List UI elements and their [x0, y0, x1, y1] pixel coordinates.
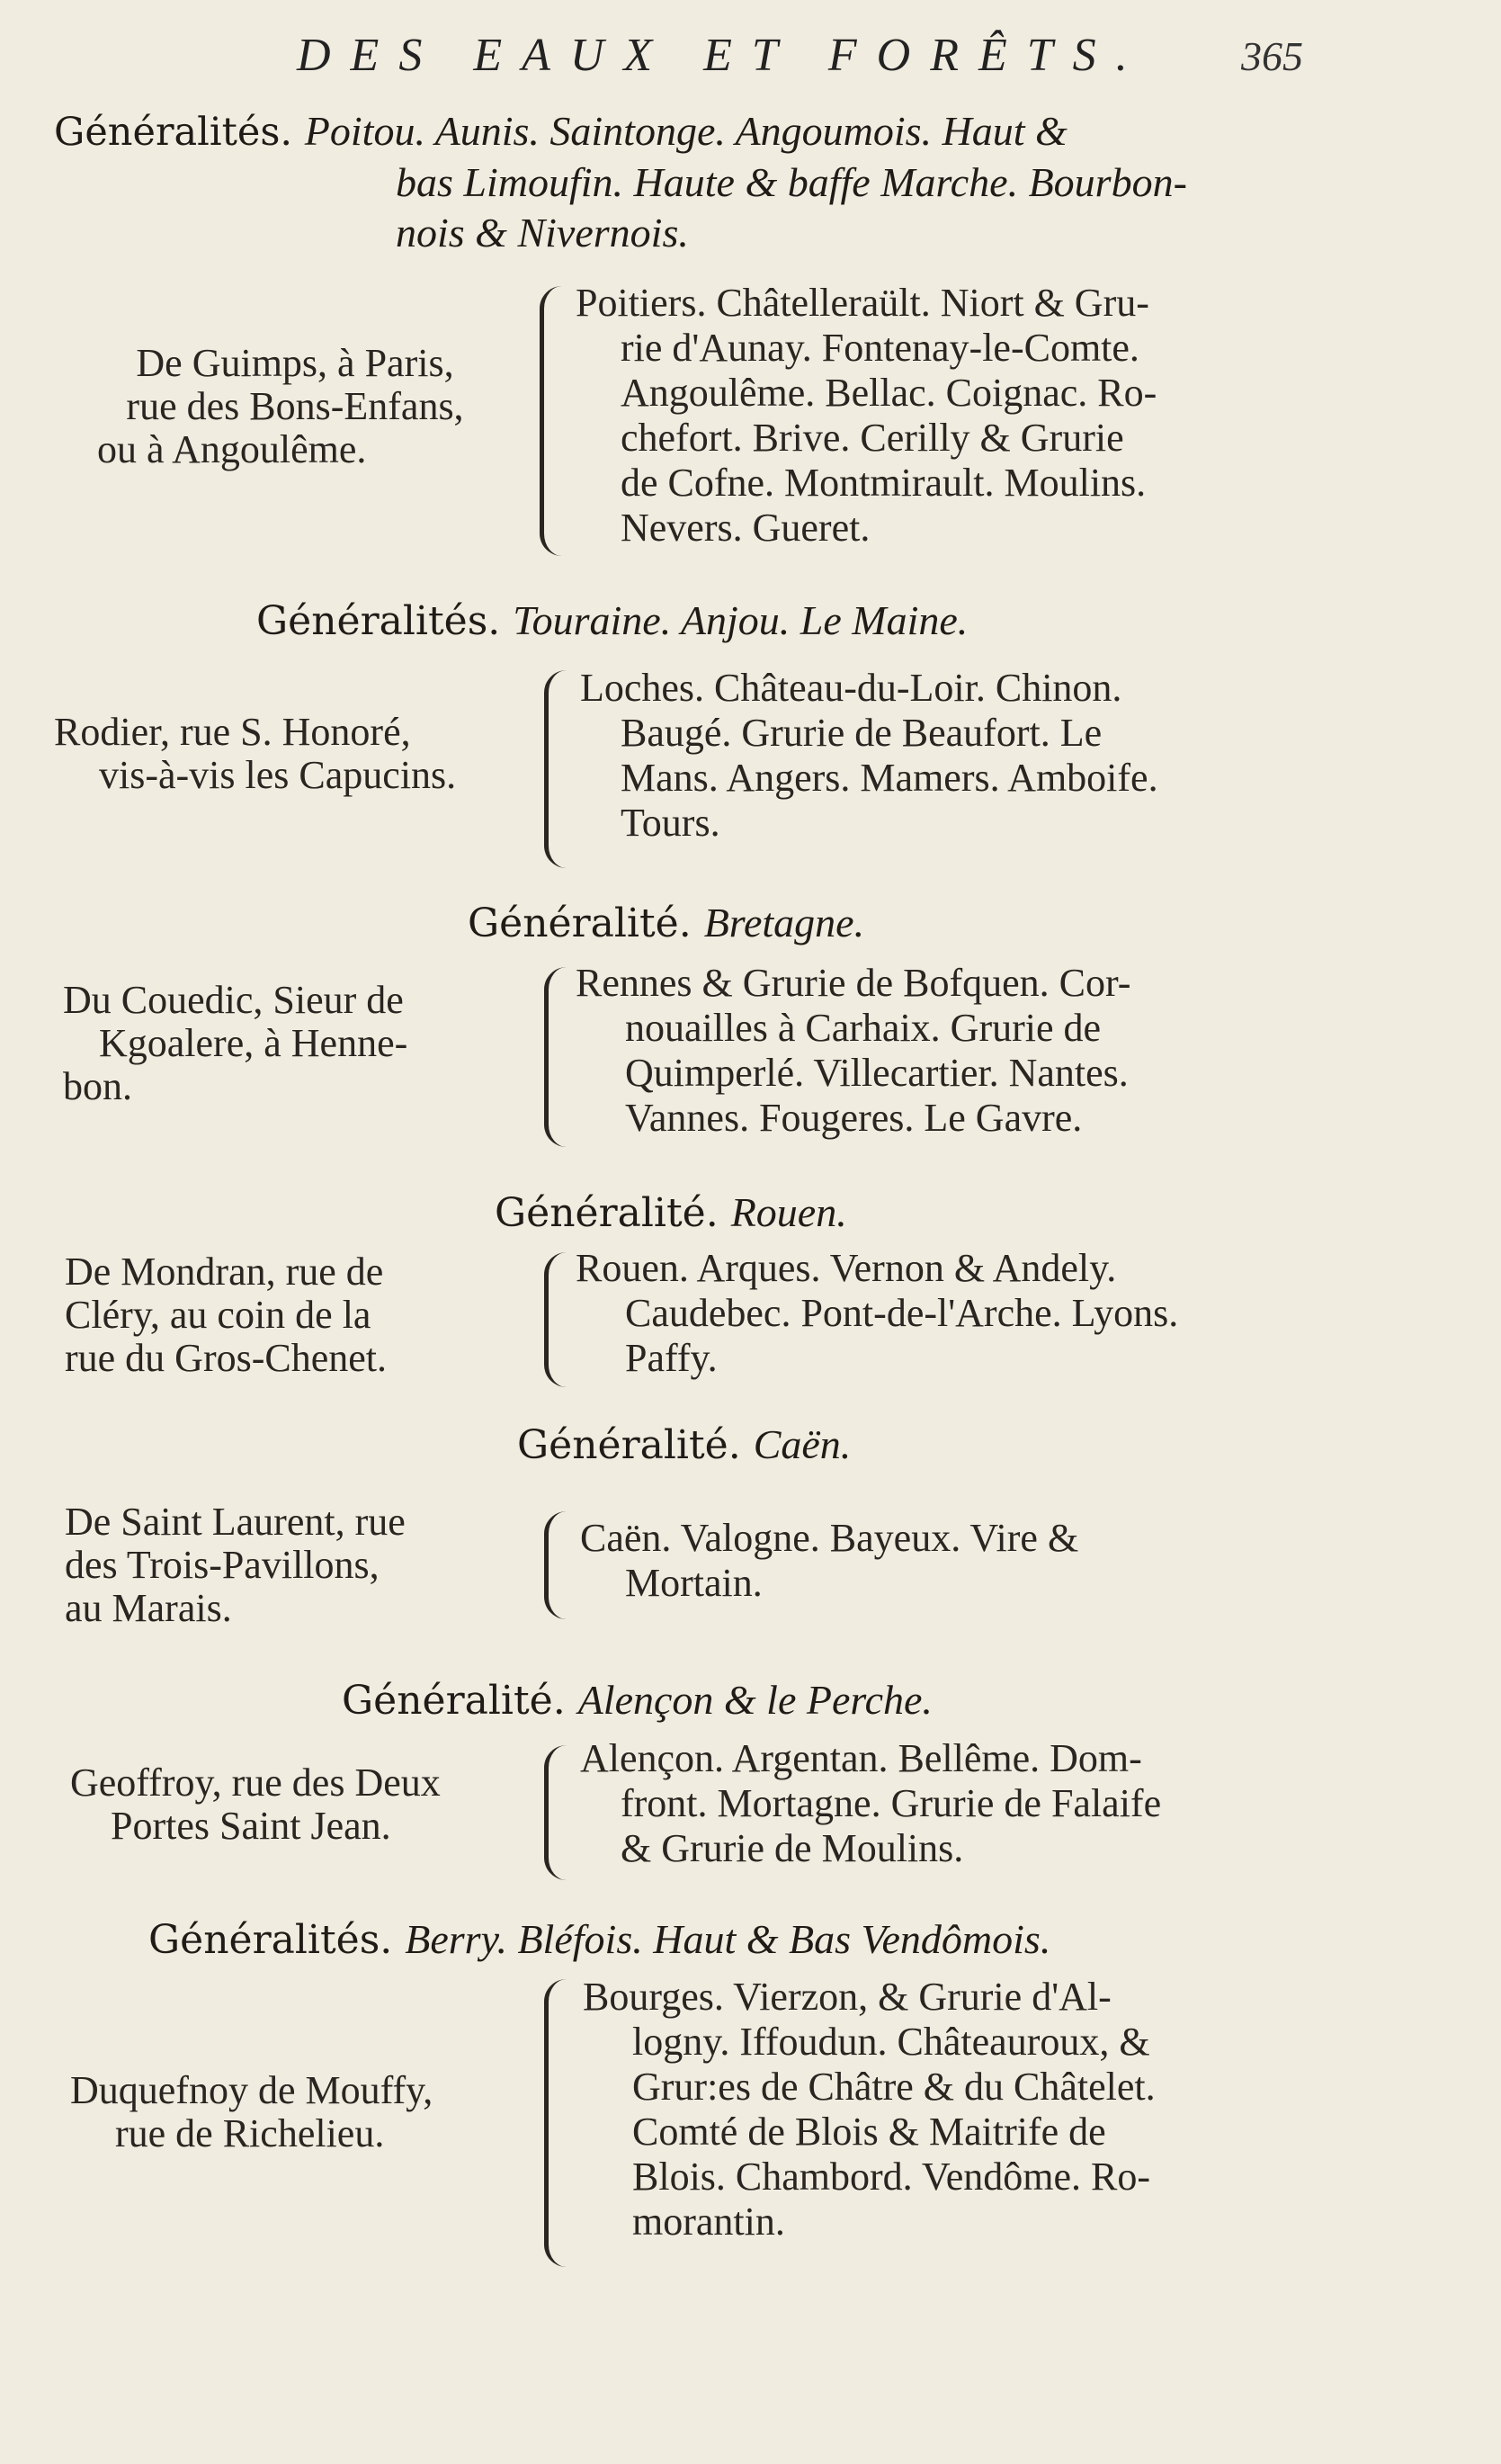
place-line: Baugé. Grurie de Beaufort. Le: [621, 711, 1103, 755]
official-name: [52, 342, 538, 471]
generality-regions: Berry. Bléfois. Haut & Bas Vendômois.: [405, 1916, 1051, 1962]
generality-heading: [342, 1675, 933, 1726]
official-name: [63, 979, 549, 1108]
places-list: [580, 666, 1336, 846]
place-line: Quimperlé. Villecartier. Nantes.: [625, 1051, 1129, 1095]
place-line: Bourges. Vierzon, & Grurie d'Al-: [583, 1975, 1112, 2019]
places-list: [580, 1736, 1345, 1871]
official-line: De Saint Laurent, rue: [65, 1500, 406, 1544]
generality-regions: Rouen.: [730, 1189, 847, 1235]
place-line: Caën. Valogne. Bayeux. Vire &: [580, 1516, 1079, 1560]
generality-regions: Alençon & le Perche.: [577, 1677, 933, 1723]
generality-heading: [468, 898, 864, 949]
running-title: DES EAUX ET FORÊTS.: [297, 30, 1148, 81]
generality-heading: [495, 1187, 847, 1239]
official-name: [65, 1250, 550, 1380]
place-line: chefort. Brive. Cerilly & Grurie: [621, 416, 1124, 460]
generality-label: Généralité.: [468, 900, 692, 946]
generality-label: Généralité.: [517, 1422, 741, 1468]
place-line: Mans. Angers. Mamers. Amboife.: [621, 756, 1158, 800]
official-line: Kgoalere, à Henne-: [99, 1021, 408, 1065]
official-line: Cléry, au coin de la: [65, 1293, 371, 1337]
generality-heading: [517, 1420, 851, 1471]
generality-regions: nois & Nivernois.: [396, 210, 689, 255]
first-generality-line: [54, 106, 1349, 258]
official-line: Duquefnoy de Mouffy,: [70, 2068, 433, 2112]
place-line: Alençon. Argentan. Bellême. Dom-: [580, 1736, 1142, 1780]
place-line: Tours.: [621, 801, 720, 845]
place-line: de Cofne. Montmirault. Moulins.: [621, 461, 1147, 505]
official-line: bon.: [63, 1064, 132, 1108]
brace-divider: [544, 967, 567, 1147]
place-line: Nevers. Gueret.: [621, 506, 871, 550]
official-name: [65, 1501, 550, 1630]
generality-regions: Bretagne.: [703, 900, 865, 945]
generality-regions: Touraine. Anjou. Le Maine.: [513, 597, 969, 643]
official-line: Portes Saint Jean.: [111, 1804, 391, 1848]
official-name: [54, 711, 540, 797]
official-line: De Guimps, à Paris,: [136, 341, 454, 385]
generality-label: Généralité.: [495, 1190, 719, 1236]
page-number: 365: [1241, 33, 1303, 79]
official-line: Rodier, rue S. Honoré,: [54, 710, 411, 754]
place-line: Grur:es de Châtre & du Châtelet.: [632, 2065, 1156, 2109]
official-line: rue des Bons-Enfans,: [126, 384, 464, 428]
place-line: nouailles à Carhaix. Grurie de: [625, 1006, 1102, 1050]
official-line: vis-à-vis les Capucins.: [99, 753, 457, 797]
generality-regions: bas Limoufin. Haute & baffe Marche. Bourbon-: [396, 159, 1187, 205]
brace-divider: [544, 1979, 567, 2267]
places-list: [583, 1975, 1347, 2244]
official-line: Du Couedic, Sieur de: [63, 978, 404, 1022]
official-line: au Marais.: [65, 1586, 232, 1630]
brace-divider: [544, 670, 567, 868]
place-line: rie d'Aunay. Fontenay-le-Comte.: [621, 326, 1139, 370]
place-line: Caudebec. Pont-de-l'Arche. Lyons.: [625, 1291, 1179, 1335]
official-line: Geoffroy, rue des Deux: [70, 1761, 441, 1805]
official-name: [70, 1761, 556, 1848]
places-list: [576, 1246, 1340, 1381]
places-list: [576, 281, 1331, 551]
generality-heading: [148, 1914, 1050, 1966]
place-line: Vannes. Fougeres. Le Gavre.: [625, 1096, 1083, 1140]
brace-divider: [544, 1252, 567, 1387]
generality-heading: [256, 596, 968, 647]
place-line: Angoulême. Bellac. Coignac. Ro-: [621, 371, 1157, 415]
place-line: Comté de Blois & Maitrife de: [632, 2110, 1106, 2154]
generality-regions: Poitou. Aunis. Saintonge. Angoumois. Haut &: [304, 108, 1068, 154]
place-line: & Grurie de Moulins.: [621, 1826, 964, 1870]
generality-label: Généralités.: [54, 110, 293, 155]
official-line: rue du Gros-Chenet.: [65, 1336, 388, 1380]
official-line: ou à Angoulême.: [97, 427, 367, 471]
official-name: [70, 2069, 556, 2155]
official-line: De Mondran, rue de: [65, 1250, 384, 1294]
places-list: [580, 1516, 1345, 1606]
running-header: [0, 29, 1501, 92]
place-line: Paffy.: [625, 1336, 718, 1380]
place-line: logny. Iffoudun. Châteauroux, &: [632, 2020, 1150, 2064]
place-line: Poitiers. Châtelleraült. Niort & Gru-: [576, 281, 1149, 325]
place-line: Loches. Château-du-Loir. Chinon.: [580, 666, 1122, 710]
brace-divider: [544, 1511, 567, 1619]
place-line: Blois. Chambord. Vendôme. Ro-: [632, 2155, 1151, 2199]
official-line: des Trois-Pavillons,: [65, 1543, 380, 1587]
place-line: Mortain.: [625, 1561, 763, 1605]
place-line: front. Mortagne. Grurie de Falaife: [621, 1781, 1162, 1825]
generality-regions: Caën.: [753, 1421, 852, 1467]
brace-divider: [544, 1745, 567, 1880]
official-line: rue de Richelieu.: [115, 2111, 385, 2155]
brace-divider: [540, 286, 562, 556]
place-line: Rouen. Arques. Vernon & Andely.: [576, 1246, 1117, 1290]
place-line: Rennes & Grurie de Bofquen. Cor-: [576, 961, 1131, 1005]
generality-label: Généralités.: [256, 598, 501, 644]
generality-label: Généralités.: [148, 1917, 393, 1963]
generality-label: Généralité.: [342, 1678, 566, 1724]
place-line: morantin.: [632, 2200, 785, 2244]
places-list: [576, 961, 1340, 1141]
